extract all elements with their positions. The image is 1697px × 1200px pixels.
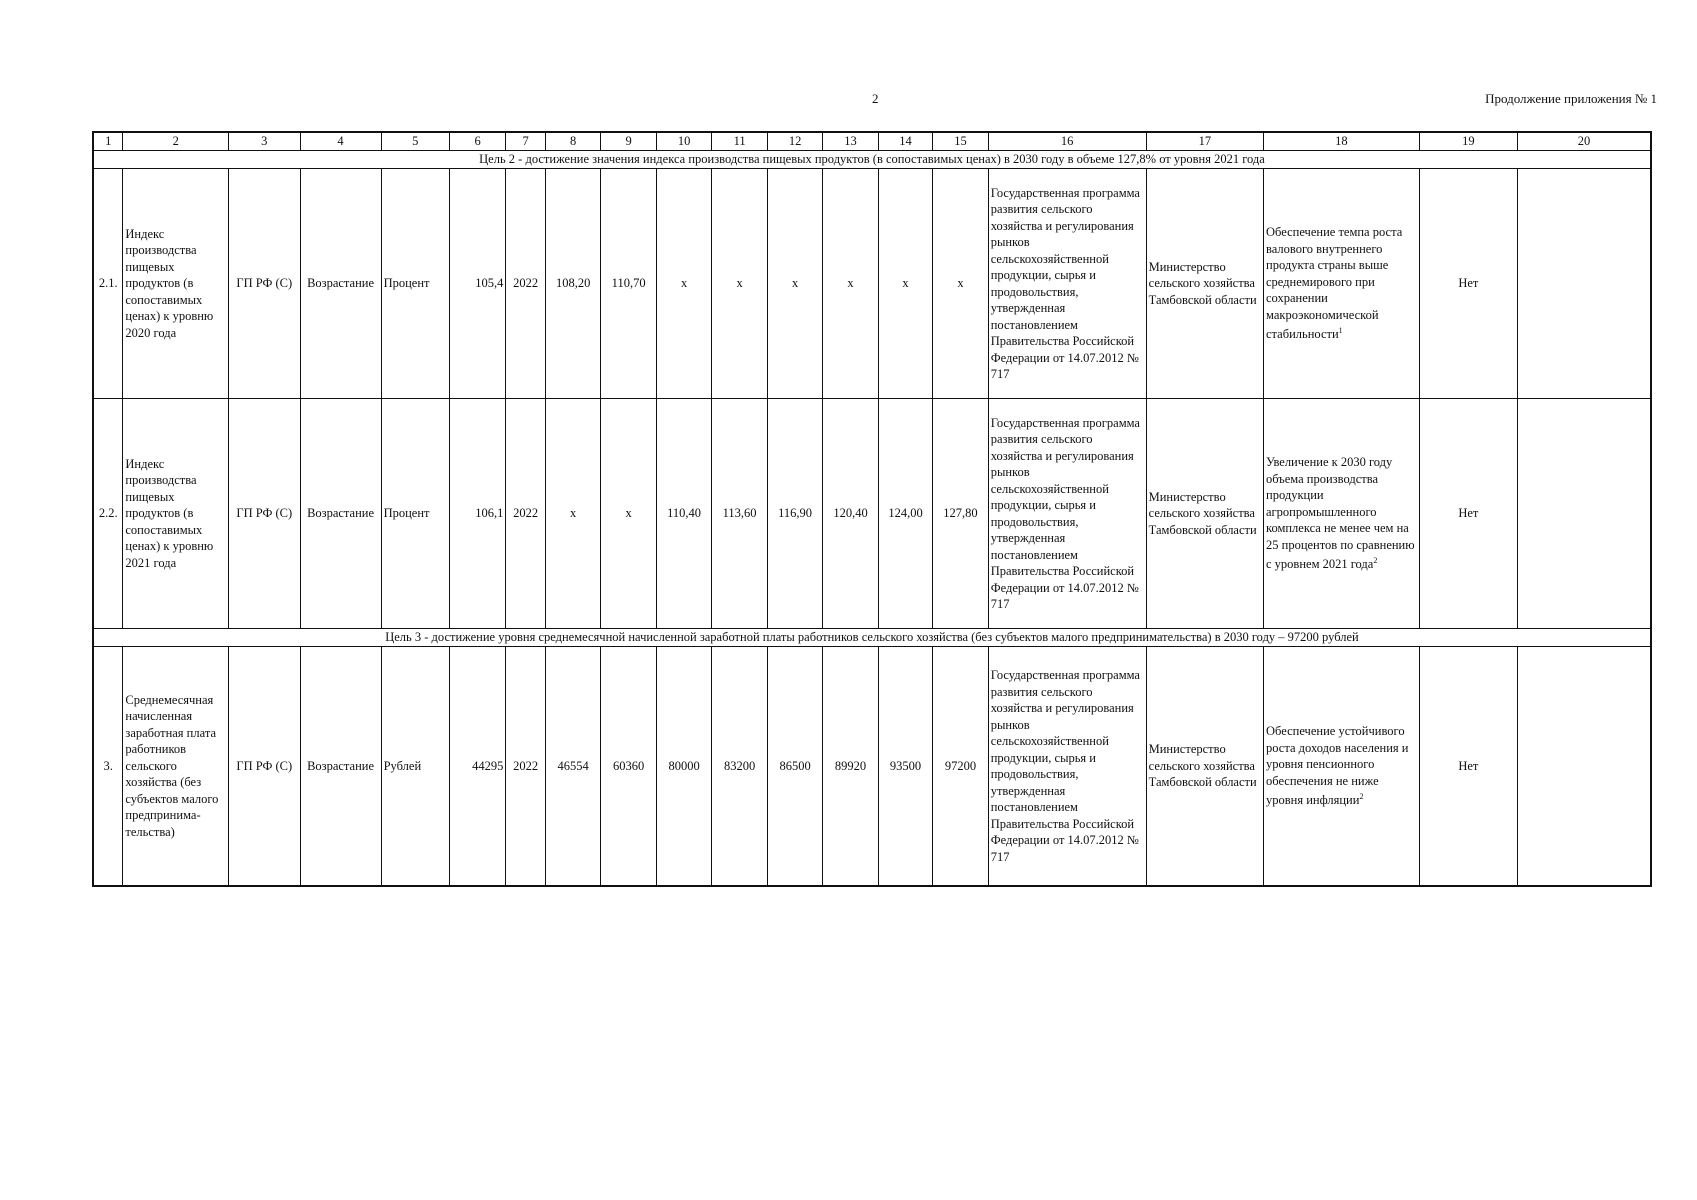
column-number: 2 xyxy=(123,132,229,151)
value-col-15: 127,80 xyxy=(933,399,988,629)
col-19-value: Нет xyxy=(1419,169,1517,399)
goal-3-row xyxy=(93,629,1651,647)
indicator-direction: Возрастание xyxy=(300,647,381,887)
national-goal-text: Увеличение к 2030 году объема производства продукции агропромышленного комплекса не менее чем на 25 процентов по сравнению с уровнем 2021 года xyxy=(1266,455,1415,572)
program-document: Государственная программа развития сельского хозяйства и регулирования рынков сельскохозяйственной продукции, сырья и продовольствия, утвержденная постановлением Правительства Российской Федерации от 14.07.2012 № 717 xyxy=(988,647,1146,887)
value-col-12: 116,90 xyxy=(767,399,822,629)
value-col-12: 86500 xyxy=(767,647,822,887)
indicator-level: ГП РФ (С) xyxy=(229,399,300,629)
column-number: 20 xyxy=(1517,132,1651,151)
indicator-name: Индекс производства пищевых продуктов (в сопоставимых ценах) к уровню 2021 года xyxy=(123,399,229,629)
column-number: 3 xyxy=(229,132,300,151)
indicator-unit: Процент xyxy=(381,169,449,399)
value-col-8: 46554 xyxy=(545,647,600,887)
table-row xyxy=(93,169,1651,399)
national-goal-link xyxy=(1264,647,1420,887)
indicators-table xyxy=(92,131,1652,887)
value-col-14: х xyxy=(878,169,932,399)
value-col-15: 97200 xyxy=(933,647,988,887)
value-col-13: 89920 xyxy=(823,647,878,887)
table-row xyxy=(93,647,1651,887)
value-col-11: 113,60 xyxy=(712,399,767,629)
footnote-ref: 2 xyxy=(1373,556,1378,566)
row-number: 2.1. xyxy=(93,169,123,399)
value-col-14: 124,00 xyxy=(878,399,932,629)
value-col-9: 60360 xyxy=(601,647,656,887)
value-col-9: 110,70 xyxy=(601,169,656,399)
responsible-body: Министерство сельского хозяйства Тамбовской области xyxy=(1146,399,1263,629)
footnote-ref: 1 xyxy=(1338,326,1343,336)
col-19-value: Нет xyxy=(1419,647,1517,887)
value-col-10: х xyxy=(656,169,711,399)
column-number: 15 xyxy=(933,132,988,151)
national-goal-text: Обеспечение устойчивого роста доходов населения и уровня пенсионного обеспечения не ниже уровня инфляции xyxy=(1266,724,1409,808)
indicator-level: ГП РФ (С) xyxy=(229,647,300,887)
value-col-13: 120,40 xyxy=(823,399,878,629)
value-col-10: 80000 xyxy=(656,647,711,887)
col-20-value xyxy=(1517,399,1651,629)
column-number: 13 xyxy=(823,132,878,151)
value-col-11: 83200 xyxy=(712,647,767,887)
value-col-11: х xyxy=(712,169,767,399)
column-number: 1 xyxy=(93,132,123,151)
column-number: 6 xyxy=(449,132,506,151)
goal-2-title: Цель 2 - достижение значения индекса производства пищевых продуктов (в сопоставимых ценах) в 2030 году в объеме 127,8% от уровня 2021 года xyxy=(93,151,1651,169)
base-year: 2022 xyxy=(506,399,545,629)
base-year: 2022 xyxy=(506,169,545,399)
base-year: 2022 xyxy=(506,647,545,887)
base-value: 44295 xyxy=(449,647,506,887)
column-number: 16 xyxy=(988,132,1146,151)
column-number: 17 xyxy=(1146,132,1263,151)
page-number: 2 xyxy=(872,91,879,106)
indicator-unit: Рублей xyxy=(381,647,449,887)
value-col-12: х xyxy=(767,169,822,399)
value-col-9: х xyxy=(601,399,656,629)
column-number: 11 xyxy=(712,132,767,151)
continuation-label: Продолжение приложения № 1 xyxy=(1485,91,1657,106)
column-number: 12 xyxy=(767,132,822,151)
value-col-10: 110,40 xyxy=(656,399,711,629)
column-number: 10 xyxy=(656,132,711,151)
col-20-value xyxy=(1517,169,1651,399)
responsible-body: Министерство сельского хозяйства Тамбовской области xyxy=(1146,647,1263,887)
column-number: 19 xyxy=(1419,132,1517,151)
base-value: 106,1 xyxy=(449,399,506,629)
program-document: Государственная программа развития сельского хозяйства и регулирования рынков сельскохозяйственной продукции, сырья и продовольствия, утвержденная постановлением Правительства Российской Федерации от 14.07.2012 № 717 xyxy=(988,169,1146,399)
row-number: 3. xyxy=(93,647,123,887)
value-col-8: 108,20 xyxy=(545,169,600,399)
table-row xyxy=(93,399,1651,629)
goal-3-title: Цель 3 - достижение уровня среднемесячной начисленной заработной платы работников сельского хозяйства (без субъектов малого предпринимательства) в 2030 году – 97200 рублей xyxy=(93,629,1651,647)
base-value: 105,4 xyxy=(449,169,506,399)
value-col-13: х xyxy=(823,169,878,399)
column-number: 14 xyxy=(878,132,932,151)
indicator-unit: Процент xyxy=(381,399,449,629)
indicator-direction: Возрастание xyxy=(300,399,381,629)
col-19-value: Нет xyxy=(1419,399,1517,629)
responsible-body: Министерство сельского хозяйства Тамбовской области xyxy=(1146,169,1263,399)
column-number-row xyxy=(93,132,1651,151)
column-number: 4 xyxy=(300,132,381,151)
national-goal-link xyxy=(1264,399,1420,629)
column-number: 5 xyxy=(381,132,449,151)
column-number: 18 xyxy=(1264,132,1420,151)
indicator-name: Среднемесячная начисленная заработная плата работников сельского хозяйства (без субъектов малого предпринима-тельства) xyxy=(123,647,229,887)
indicator-direction: Возрастание xyxy=(300,169,381,399)
value-col-15: х xyxy=(933,169,988,399)
col-20-value xyxy=(1517,647,1651,887)
column-number: 8 xyxy=(545,132,600,151)
indicator-level: ГП РФ (С) xyxy=(229,169,300,399)
national-goal-link xyxy=(1264,169,1420,399)
national-goal-text: Обеспечение темпа роста валового внутреннего продукта страны выше среднемирового при сохранении макроэкономической стабильности xyxy=(1266,225,1403,342)
value-col-8: х xyxy=(545,399,600,629)
indicator-name: Индекс производства пищевых продуктов (в сопоставимых ценах) к уровню 2020 года xyxy=(123,169,229,399)
footnote-ref: 2 xyxy=(1359,792,1364,802)
program-document: Государственная программа развития сельского хозяйства и регулирования рынков сельскохозяйственной продукции, сырья и продовольствия, утвержденная постановлением Правительства Российской Федерации от 14.07.2012 № 717 xyxy=(988,399,1146,629)
column-number: 7 xyxy=(506,132,545,151)
value-col-14: 93500 xyxy=(878,647,932,887)
row-number: 2.2. xyxy=(93,399,123,629)
column-number: 9 xyxy=(601,132,656,151)
goal-2-row xyxy=(93,151,1651,169)
